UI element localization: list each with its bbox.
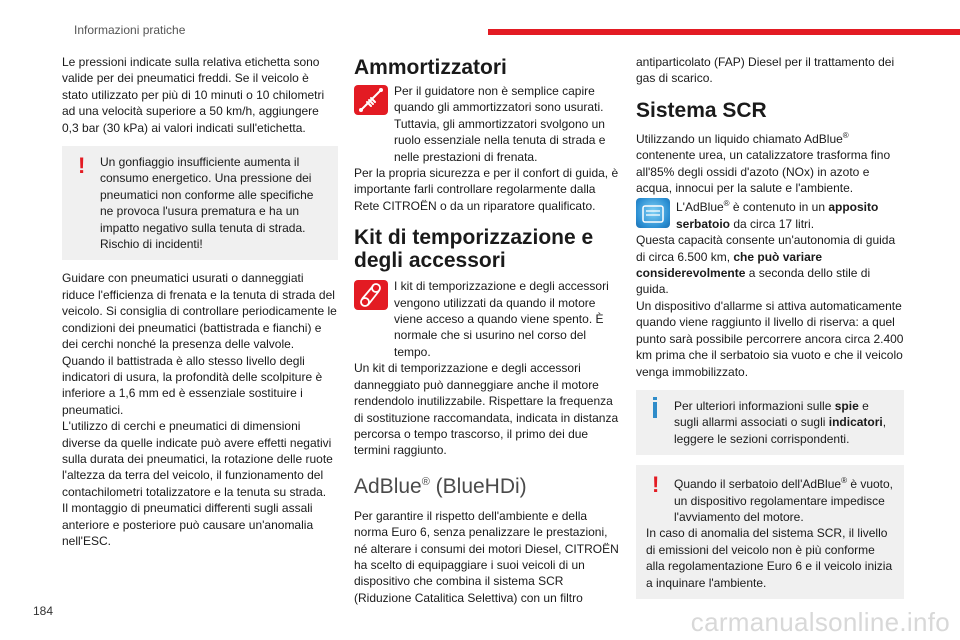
info-note	[636, 390, 904, 455]
info-icon-bar	[653, 402, 657, 418]
paragraph: Per garantire il rispetto dell'ambiente e della norma Euro 6, senza penalizzare le prestazioni, né alterare i consumi dei motori Diesel, CITROËN ha scelto di equipaggiare i suoi veicoli di un dispositivo che combina il sistema SCR (Riduzione Catalitica Selettiva) con un filtro	[354, 508, 619, 605]
shock-paragraph: Per il guidatore non è semplice capire quando gli ammortizzatori sono usurati. Tuttavia, gli ammortizzatori svolgono un ruolo essenziale nella tenuta di strada e nelle prestazioni di frenata.	[394, 84, 606, 164]
paragraph: Il montaggio di pneumatici differenti sugli assali anteriore e posteriore può causare un'anomalia nell'ESC.	[62, 501, 314, 548]
paragraph: Per la propria sicurezza e per il confort di guida, è importante farli controllare regolarmente dalla Rete CITROËN o da un riparatore qualificato.	[354, 166, 619, 213]
warning-exclamation-icon: !	[78, 153, 86, 179]
kit-paragraph: I kit di temporizzazione e degli accessori vengono utilizzati da quando il motore viene acceso a quando viene spento. È normale che si usurino nel corso del tempo.	[394, 279, 609, 359]
warning-text-2: In caso di anomalia del sistema SCR, il livello di emissioni del veicolo non è più conforme alla regolamentazione Euro 6 e il veicolo inizia a inquinare l'ambiente.	[646, 526, 893, 590]
text: da circa 17 litri.	[730, 216, 815, 231]
watermark: carmanualsonline.info	[690, 607, 950, 637]
paragraph: Le pressioni indicate sulla relativa etichetta sono valide per dei pneumatici freddi. Se il veicolo è stato utilizzato per più di 10 minuti o 10 chilometri ad una velocità superiore a 50 km/h, aggiungere 0,3 bar (30 kPa) ai valori indicati sull'etichetta.	[62, 55, 325, 135]
text: contenente urea, un catalizzatore trasforma fino all'85% degli ossidi d'azoto (NOx) in azoto e acqua, innocui per la salute e l'ambiente.	[636, 148, 891, 196]
adblue-heading-text: AdBlue	[354, 474, 422, 498]
text: Utilizzando un liquido chiamato AdBlue	[636, 131, 843, 146]
timing-kit-icon	[354, 280, 388, 310]
text: è contenuto in un	[729, 200, 829, 215]
bold-text: che può variare considerevolmente	[636, 249, 823, 281]
warning-note	[636, 465, 904, 599]
section-heading-adblue	[354, 471, 624, 498]
warning-text: Un gonfiaggio insufficiente aumenta il consumo energetico. Una pressione dei pneumatici non conforme alle specifiche ne provoca l'usura prematura e ha un impatto negativo sulla tenuta di strada. Rischio di incidenti!	[100, 155, 314, 252]
text: è vuoto, un dispositivo regolamentare impedisce l'avviamento del motore.	[674, 477, 894, 524]
paragraph: Quando il battistrada è allo stesso livello degli indicatori di usura, la profondità delle scolpiture è inferiore a 1,6 mm ed è essenziale sostituire i pneumatici.	[62, 353, 323, 417]
shock-block	[354, 83, 624, 165]
text: Questa capacità consente un'autonomia di guida di circa 6.500 km,	[636, 233, 896, 264]
text: L'AdBlue	[676, 200, 724, 215]
text: Quando il serbatoio dell'AdBlue	[674, 477, 842, 492]
tank-paragraph	[636, 196, 904, 232]
text: Per ulteriori informazioni sulle	[674, 398, 835, 413]
warning-exclamation-icon: !	[652, 472, 660, 498]
paragraph: L'utilizzo di cerchi e pneumatici di dimensioni diverse da quelle indicate può avere effetti negativi sulla durata dei pneumatici, la rotazione delle ruote l'altezza da terra del veicolo, il funzionamento del contachilometri totalizzatore e la tenuta su strada.	[62, 419, 333, 499]
registered-mark: ®	[842, 130, 849, 140]
adblue-tank-icon	[636, 198, 670, 228]
section-heading-timing-kit: Kit di temporizzazione e degli accessori	[354, 226, 594, 273]
column-3	[636, 54, 904, 599]
bold-text: spie	[834, 398, 859, 413]
page-number: 184	[33, 604, 54, 618]
tank-block	[636, 196, 904, 232]
info-icon	[653, 397, 657, 400]
paragraph	[636, 232, 904, 298]
bold-text: apposito serbatoio	[676, 200, 879, 231]
registered-mark: ®	[723, 199, 730, 209]
text: , leggere le sezioni corrispondenti.	[674, 415, 887, 446]
registered-mark: ®	[421, 475, 430, 488]
shock-absorber-icon	[354, 85, 388, 115]
section-heading-scr: Sistema SCR	[636, 98, 767, 122]
bold-text: indicatori	[828, 415, 883, 430]
page-header-title: Informazioni pratiche	[74, 23, 186, 37]
paragraph: Guidare con pneumatici usurati o danneggiati riduce l'efficienza di frenata e la tenuta di strada del veicolo. Si consiglia di controllare periodicamente le condizioni dei pneumatici (battistrada e fianchi) e dei cerchi nonché la presenza delle valvole.	[62, 271, 337, 352]
warning-note	[62, 146, 338, 260]
paragraph: antiparticolato (FAP) Diesel per il trattamento dei gas di scarico.	[636, 55, 895, 86]
header-accent-bar	[488, 29, 960, 35]
text: e sugli allarmi associati o sugli	[674, 398, 869, 430]
adblue-heading-suffix: (BlueHDi)	[429, 474, 527, 498]
column-1	[62, 54, 338, 549]
warning-text	[646, 473, 896, 525]
registered-mark: ®	[841, 476, 847, 486]
paragraph: Un dispositivo d'allarme si attiva automaticamente quando viene raggiunto il livello di riserva: a quel punto sarà possibile percorrere ancora circa 2.400 km prima che il serbatoio sia vuoto e che il veicolo venga immobilizzato.	[636, 298, 904, 379]
kit-block	[354, 278, 624, 360]
section-heading-shock-absorbers: Ammortizzatori	[354, 56, 507, 79]
info-text	[646, 398, 896, 447]
text: a seconda dello stile di guida.	[636, 266, 871, 297]
column-2	[354, 54, 624, 606]
paragraph: Un kit di temporizzazione e degli accessori danneggiato può danneggiare anche il motore rendendolo inutilizzabile. Rispettare la frequenza di sostituzione raccomandata, indicata in distanza percorsa o tempo trascorso, il primo dei due termini raggiunto.	[354, 361, 619, 458]
paragraph	[636, 128, 904, 197]
